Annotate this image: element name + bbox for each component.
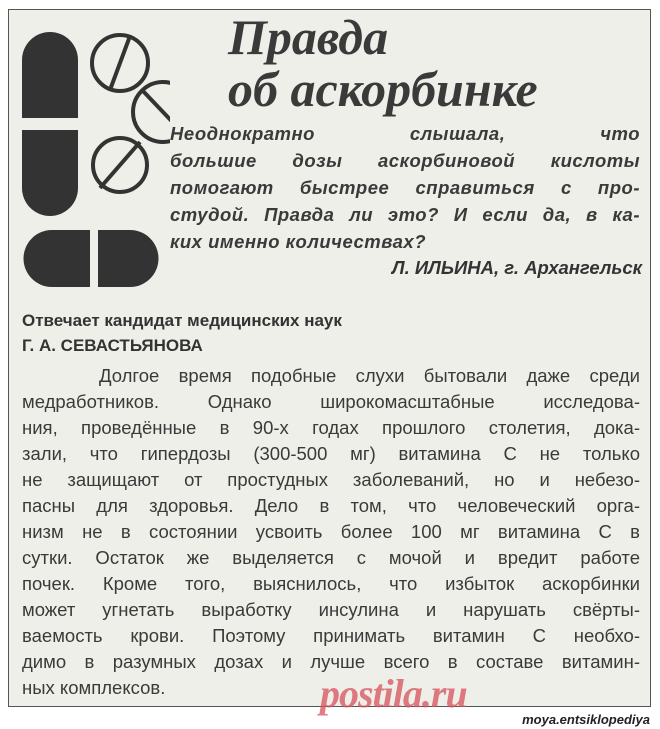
tablet-icon [92,35,170,192]
question-line: большие дозы аскорбиновой кислоты [170,150,640,171]
body-line: ваемость крови. Поэтому принимать витамин С необхо- [22,625,640,646]
capsule-vertical-icon [22,32,78,216]
body-line: ных комплексов. [22,677,166,698]
body-line: ния, проведённые в 90-х годах прошлого столетия, дока- [22,417,640,438]
body-line: сутки. Остаток же выделяется с мочой и вредит работе [22,547,640,568]
body-line: почек. Кроме того, выяснилось, что избыток аскорбинки [22,573,640,594]
question-line: студой. Правда ли это? И если да, в ка- [170,204,640,225]
body-line: низм не в состоянии усвоить более 100 мг витамина С в [22,521,640,542]
body-line: пасны для здоровья. Дело в том, что человеческий орга- [22,495,640,516]
body-line: Долгое время подобные слухи бытовали даже среди [22,365,640,386]
watermark: postila.ru [320,671,467,716]
body-line: димо в разумных дозах и лучше всего в составе витамин- [22,651,640,672]
answer-intro: Отвечает кандидат медицинских наук [22,311,342,330]
pills-illustration [0,0,170,310]
question-line: ких именно количествах? [170,231,427,252]
body-line: может угнетать выработку инсулина и нарушать свёрты- [22,599,640,620]
source-caption: moya.entsiklopediya [522,712,650,727]
article-title-line1: Правда [228,9,389,65]
body-line: зали, что гипердозы (300-500 мг) витамина С не только [22,443,640,464]
answer-author: Г. А. СЕВАСТЬЯНОВА [22,336,203,355]
body-line: медработников. Однако широкомасштабные исследова- [22,391,640,412]
question-signature: Л. ИЛЬИНА, г. Архангельск [391,257,642,278]
capsule-horizontal-icon [23,230,158,287]
article-title-line2: об аскорбинке [228,61,538,117]
question-line: помогают быстрее справиться с про- [170,177,640,198]
question-line: Неоднократно слышала, что [170,123,640,144]
body-line: не защищают от простудных заболеваний, но и небезо- [22,469,640,490]
